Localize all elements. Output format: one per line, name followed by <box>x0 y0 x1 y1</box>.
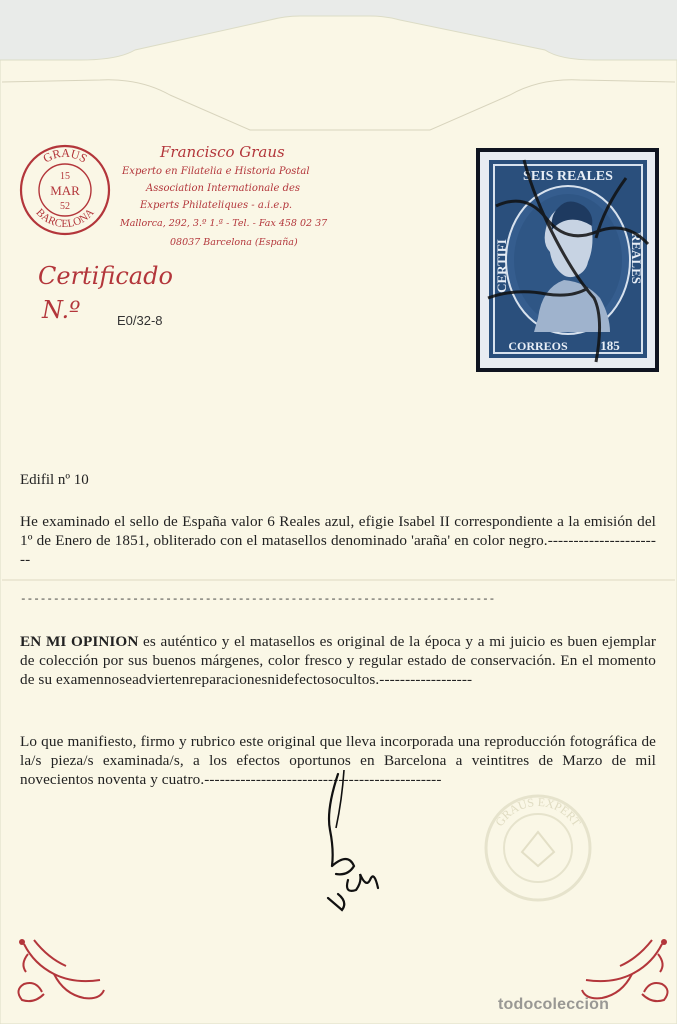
stamp-photo <box>476 148 659 372</box>
opinion-paragraph <box>20 632 656 689</box>
graus-postmark-seal <box>18 143 112 237</box>
embossed-seal <box>482 792 594 904</box>
letterhead-line-2: Association Internationale des <box>146 183 301 194</box>
handwritten-signature <box>308 770 388 916</box>
stamp-top-text: SEIS REALES <box>523 169 613 184</box>
seal-year: 52 <box>60 201 70 212</box>
letterhead-name: Francisco Graus <box>160 143 285 161</box>
declaration-paragraph: Lo que manifiesto, firmo y rubrico este original que lleva incorporada una reproducción fotográfica de la/s pieza/s examinada/s, a los efectos oportunos en Barcelona a veintitres de Marzo de mil novecientos noventa y cuatro.---------------------------------------------- <box>20 733 656 788</box>
stamp-right-text: REALES <box>629 231 644 285</box>
letterhead-line-5: 08037 Barcelona (España) <box>170 237 298 248</box>
examination-paragraph: He examinado el sello de España valor 6 Reales azul, efigie Isabel II correspondiente a la emisión del 1º de Enero de 1851, obliterado con el matasellos denominado 'araña' en color negro.----------------------- <box>20 513 656 568</box>
opinion-lead: EN MI OPINION <box>20 633 139 650</box>
opinion-text: es auténtico y el matasellos es original de la época y a mi juicio es buen ejemplar de colección por sus buenos márgenes, color fresco y regular estado de conservación. En el momento de su examennoseadviertenreparacionesnidefectosocultos.------------------ <box>20 633 656 688</box>
certificate-number: E0/32-8 <box>117 313 163 328</box>
seal-top-text: GRAUS <box>40 145 90 166</box>
certificate-title: Certificado <box>38 262 173 290</box>
letterhead-line-4: Mallorca, 292, 3.º 1.ª - Tel. - Fax 458 02 37 <box>120 218 328 229</box>
dash-separator: ------------------------------------------------------------------------ <box>20 594 496 606</box>
seal-day: 15 <box>60 171 70 182</box>
left-corner-ornament <box>14 934 110 1014</box>
stamp-left-text: CERTIFI <box>494 239 509 293</box>
stamp-bottom-left-text: CORREOS <box>508 339 568 353</box>
seal-month: MAR <box>50 183 80 198</box>
letterhead-line-1: Experto en Filatelia e Historia Postal <box>122 166 310 177</box>
watermark-logo: todocoleccion <box>498 996 610 1013</box>
catalog-label: Edifil nº 10 <box>20 472 89 488</box>
emboss-text: GRAUS EXPERT <box>492 794 584 829</box>
stamp-bottom-right-text: 185 <box>600 338 620 353</box>
certificate-number-label: N.º <box>42 296 81 324</box>
seal-bottom-text: BARCELONA <box>33 206 97 231</box>
letterhead-line-3: Experts Philateliques - a.i.e.p. <box>140 200 293 211</box>
